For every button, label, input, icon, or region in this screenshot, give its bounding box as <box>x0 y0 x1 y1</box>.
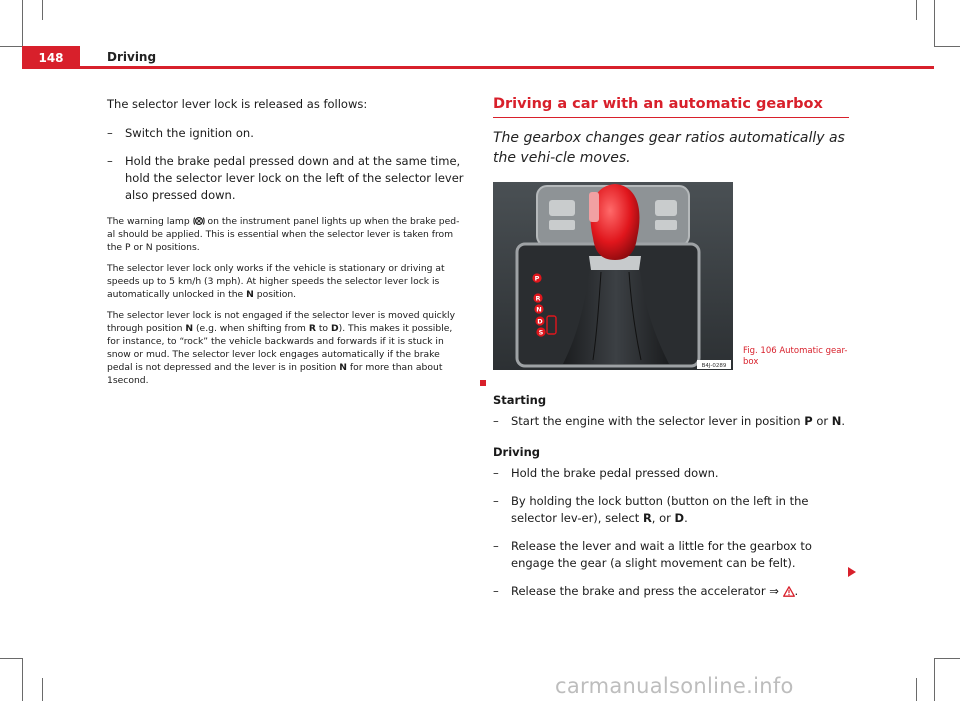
warning-triangle-icon <box>783 586 795 597</box>
header-rule <box>22 66 934 69</box>
crop-mark <box>934 658 960 659</box>
crop-mark <box>934 658 935 701</box>
crop-mark <box>0 46 22 47</box>
crop-mark <box>916 678 917 701</box>
list-item: – Start the engine with the selector lever in position P or N. <box>493 414 846 428</box>
figure <box>493 182 849 378</box>
continue-arrow-icon <box>848 567 856 577</box>
watermark: carmanualsonline.info <box>555 674 794 698</box>
note-warning-lamp: The warning lamp on the instrument panel lights up when the brake ped-al should be applied. This is essential when the selector lever is taken from the P or N positions. <box>107 216 460 253</box>
crop-mark <box>42 0 43 20</box>
crop-mark <box>934 0 935 46</box>
section-end-marker <box>480 380 486 386</box>
left-column <box>107 96 467 395</box>
list-item: – Switch the ignition on. <box>107 126 254 140</box>
list-item: – Hold the brake pedal pressed down. <box>493 466 719 480</box>
gear-label-r: R <box>535 294 541 303</box>
article-subtitle: The gearbox changes gear ratios automatically as the vehi-cle moves. <box>493 130 845 166</box>
gear-label-p: P <box>534 274 540 283</box>
list-item: – By holding the lock button (button on the left in the selector lev-er), select R, or D. <box>493 494 809 525</box>
right-column <box>493 96 849 611</box>
crop-mark <box>22 0 23 46</box>
automatic-gearbox-illustration <box>493 182 733 370</box>
note-lock-rocking: The selector lever lock is not engaged if the selector lever is moved quickly through position N (e.g. when shifting from R to D). This makes it possible, for instance, to “rock” the vehicle backwards and forwards if it is stuck in snow or mud. The selector lever lock engages automatically if the brake pedal is not depressed and the lever is in position N for more than about 1second. <box>107 310 456 386</box>
article-title: Driving a car with an automatic gearbox <box>493 96 849 118</box>
crop-mark <box>934 46 960 47</box>
driving-heading: Driving <box>493 445 541 459</box>
brake-warning-lamp-icon <box>193 216 205 226</box>
list-item: – Hold the brake pedal pressed down and at the same time, hold the selector lever lock on the left of the selector lever also pressed down. <box>107 154 464 202</box>
crop-mark <box>42 678 43 701</box>
list-item: – Release the brake and press the accelerator ⇒ . <box>493 584 799 598</box>
gear-label-s: S <box>538 328 544 337</box>
list-item: – Release the lever and wait a little for the gearbox to engage the gear (a slight movement can be felt). <box>493 539 812 570</box>
figure-caption: Fig. 106 Automatic gear-box <box>743 346 848 367</box>
page-number: 148 <box>22 46 80 69</box>
intro-text: The selector lever lock is released as follows: <box>107 97 368 111</box>
crop-mark <box>916 0 917 20</box>
gear-label-n: N <box>536 305 542 314</box>
crop-mark <box>22 658 23 701</box>
crop-mark <box>0 658 22 659</box>
figure-code: B4J-0289 <box>701 363 727 369</box>
section-title: Driving <box>107 50 157 64</box>
gear-label-d: D <box>537 317 543 326</box>
starting-heading: Starting <box>493 393 547 407</box>
note-lock-speed: The selector lever lock only works if the vehicle is stationary or driving at speeds up to 5 km/h (3 mph). At higher speeds the selector lever lock is automatically unlocked in the N position. <box>107 263 445 300</box>
